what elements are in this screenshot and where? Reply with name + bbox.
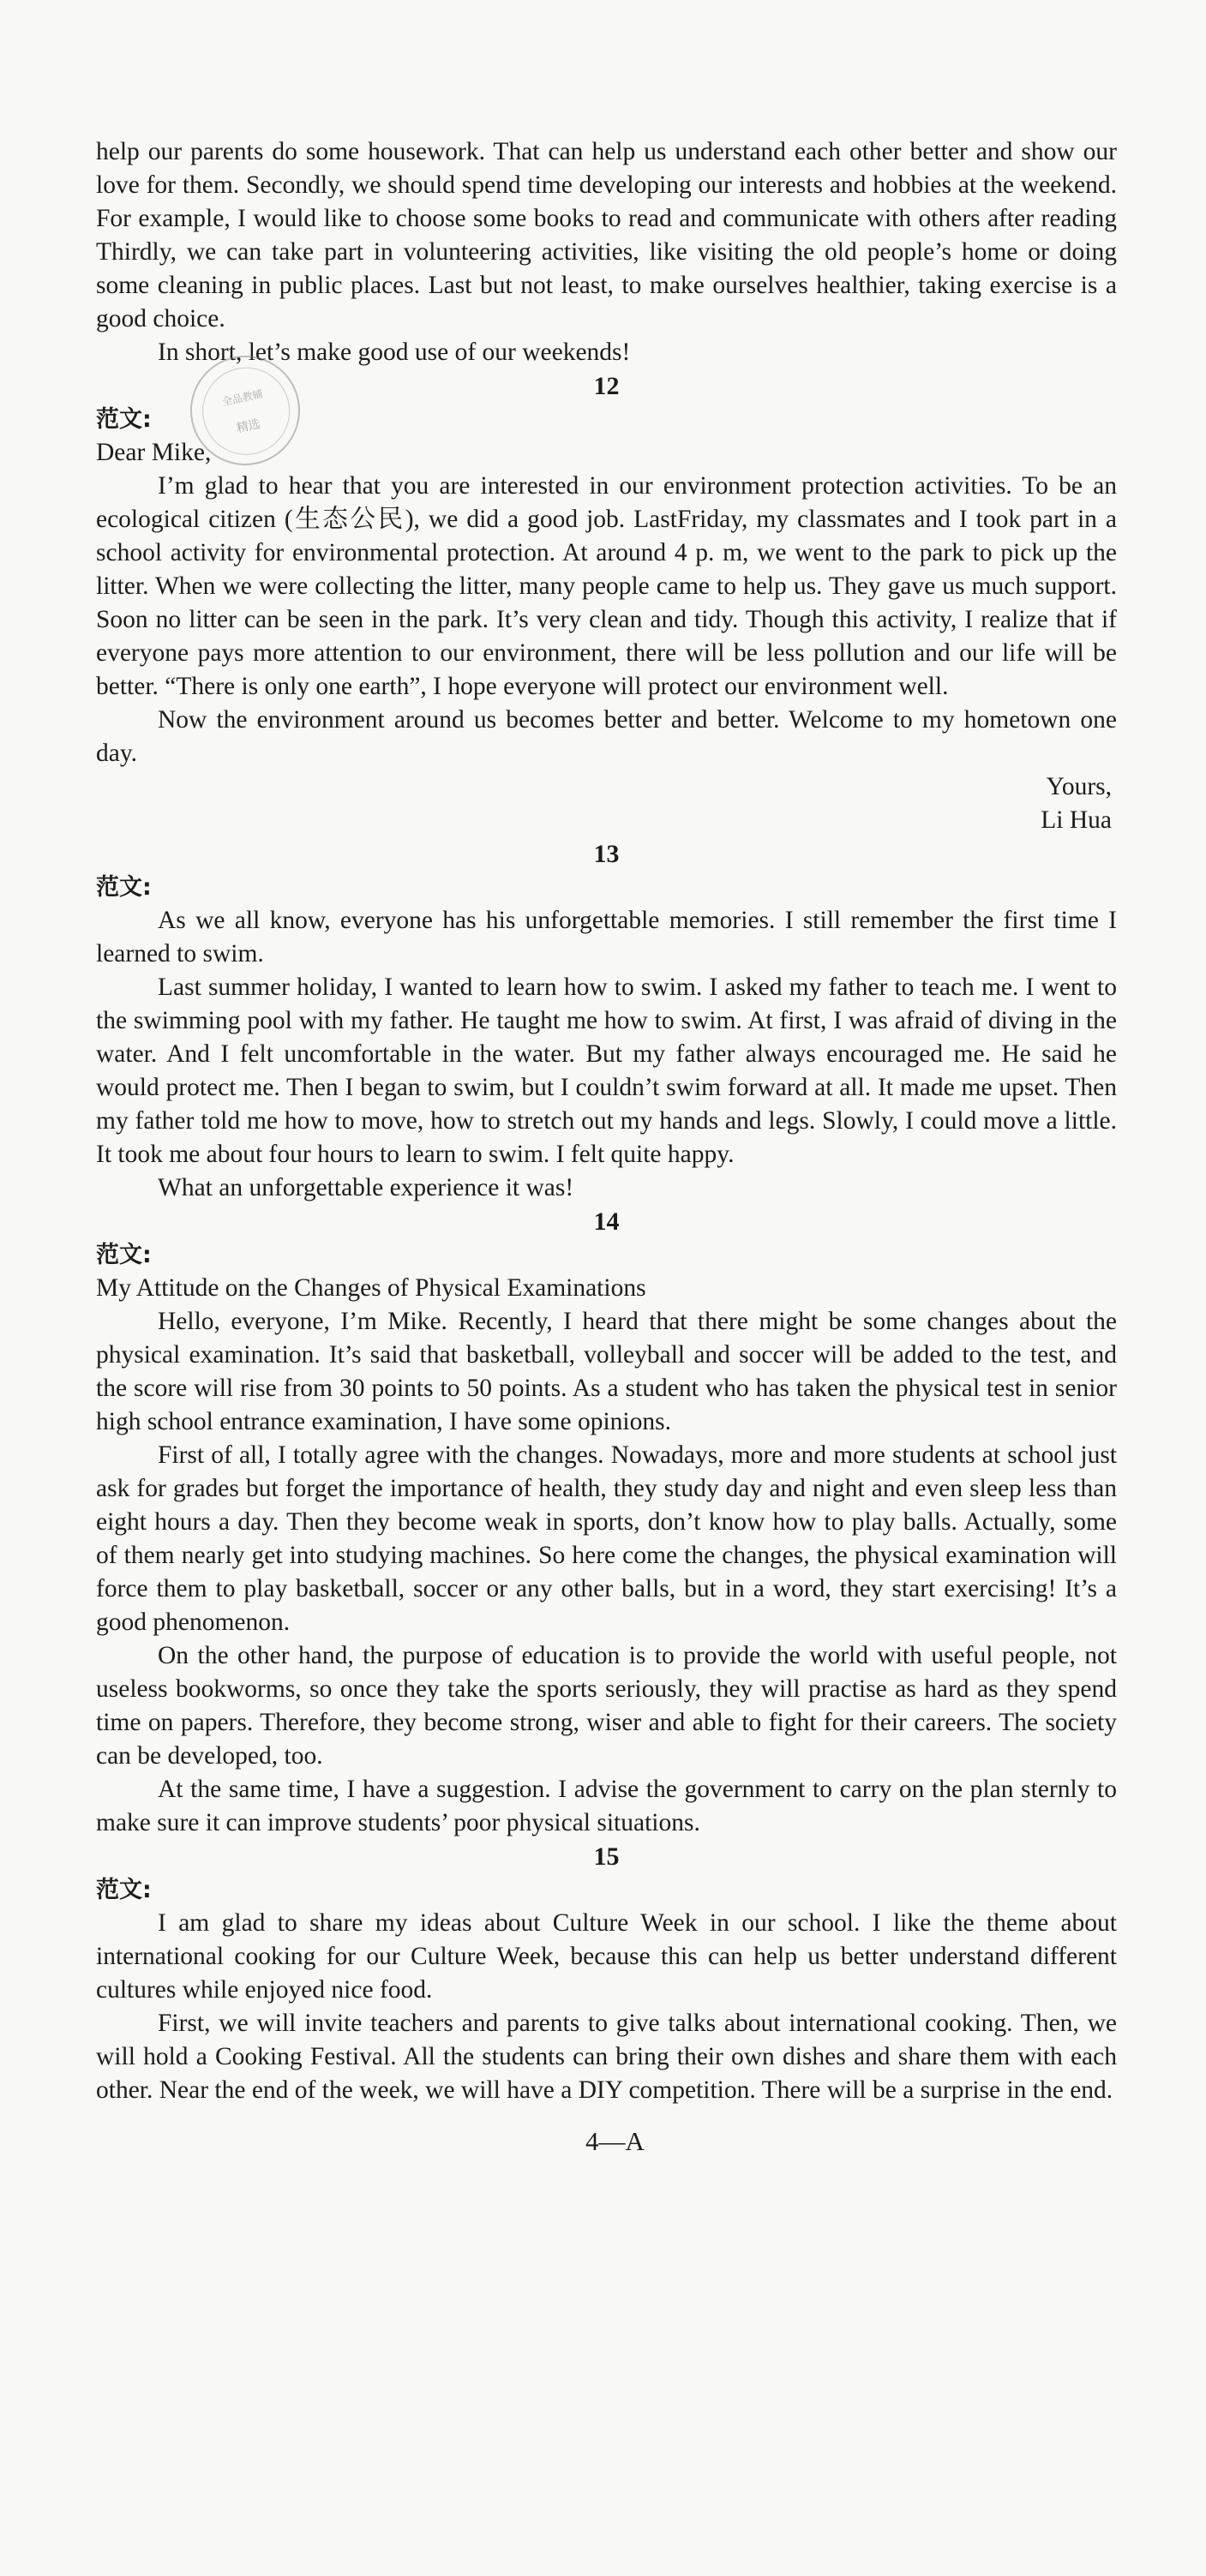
section-number-14: 14 (593, 1207, 620, 1236)
intro-paragraph-2: In short, let’s make good use of our weekends! (158, 338, 631, 366)
page-number: 4—A (585, 2126, 645, 2156)
section15-paragraph-1: I am glad to share my ideas about Culture Week in our school. I like the theme about international cooking for our Culture Week, because this can help us better understand different cultures while enjoyed nice food. (96, 1909, 1117, 2004)
model-essay-label-13: 范文: (96, 874, 152, 901)
section14-paragraph-1: Hello, everyone, I’m Mike. Recently, I heard that there might be some changes about the physical examination. It’s said that basketball, volleyball and soccer will be added to the test, and the score will rise from 30 points to 50 points. As a student who has taken the physical test in senior high school entrance examination, I have some opinions. (96, 1308, 1117, 1435)
section12-paragraph-1: I’m glad to hear that you are interested in our environment protection activities. To be an ecological citizen (生态公民), we did a good job. LastFriday, my classmates and I took part in a school activity for environmental protection. At around 4 p. m, we went to the park to pick up the litter. When we were collecting the litter, many people came to help us. They gave us much support. Soon no litter can be seen in the park. It’s very clean and tidy. Though this activity, I realize that if everyone pays more attention to our environment, there will be less pollution and our life will be better. “There is only one earth”, I hope everyone will protect our environment well. (96, 472, 1117, 700)
section14-paragraph-2: First of all, I totally agree with the changes. Nowadays, more and more students at school just ask for grades but forget the importance of health, they study day and night and even sleep less than eight hours a day. Then they become weak in sports, don’t know how to play balls. Actually, some of them nearly get into studying machines. So here come the changes, the physical examination will force them to play basketball, soccer or any other balls, but in a word, they start exercising! It’s a good phenomenon. (96, 1441, 1117, 1636)
section15-paragraph-2: First, we will invite teachers and parents to give talks about international cooking. Then, we will hold a Cooking Festival. All the students can bring their own dishes and share them with each other. Near the end of the week, we will have a DIY competition. There will be a surprise in the end. (96, 2010, 1117, 2104)
essay-title: My Attitude on the Changes of Physical Examinations (96, 1274, 646, 1302)
section-number-12: 12 (593, 372, 620, 400)
section-number-13: 13 (593, 840, 620, 868)
section13-paragraph-2: Last summer holiday, I wanted to learn how to swim. I asked my father to teach me. I went to the swimming pool with my father. He taught me how to swim. At first, I was afraid of diving in the water. And I felt uncomfortable in the water. But my father always encouraged me. He said he would protect me. Then I began to swim, but I couldn’t swim forward at all. It made me upset. Then my father told me how to move, how to stretch out my hands and legs. Slowly, I could move a little. It took me about four hours to learn to swim. I felt quite happy. (96, 973, 1117, 1168)
section13-paragraph-1: As we all know, everyone has his unforgettable memories. I still remember the first time I learned to swim. (96, 907, 1117, 967)
letter-salutation: Dear Mike, (96, 439, 212, 466)
letter-closing: Yours, (1046, 773, 1112, 800)
intro-paragraph-1: help our parents do some housework. That can help us understand each other better and show our love for them. Secondly, we should spend time developing our interests and hobbies at the weekend. For example, I would like to choose some books to read and communicate with others after reading Thirdly, we can take part in volunteering activities, like visiting the old people’s home or doing some cleaning in public places. Last but not least, to make ourselves healthier, taking exercise is a good choice. (96, 138, 1117, 332)
section14-paragraph-3: On the other hand, the purpose of education is to provide the world with useful people, not useless bookworms, so once they take the sports seriously, they will practise as hard as they spend time on papers. Therefore, they become strong, wiser and able to fight for their careers. The society can be developed, too. (96, 1642, 1117, 1770)
section14-paragraph-4: At the same time, I have a suggestion. I advise the government to carry on the plan sternly to make sure it can improve students’ poor physical situations. (96, 1776, 1117, 1836)
section12-paragraph-2: Now the environment around us becomes better and better. Welcome to my hometown one day. (96, 706, 1117, 767)
stamp-text-line1: 全品教辅 (220, 387, 264, 409)
model-essay-label-14: 范文: (96, 1242, 152, 1268)
section-number-15: 15 (593, 1842, 620, 1871)
stamp-text-line2: 精选 (235, 416, 262, 436)
section13-paragraph-3: What an unforgettable experience it was! (158, 1174, 574, 1201)
letter-signature: Li Hua (1041, 806, 1112, 834)
model-essay-label-15: 范文: (96, 1877, 152, 1903)
model-essay-label-12: 范文: (96, 406, 152, 433)
